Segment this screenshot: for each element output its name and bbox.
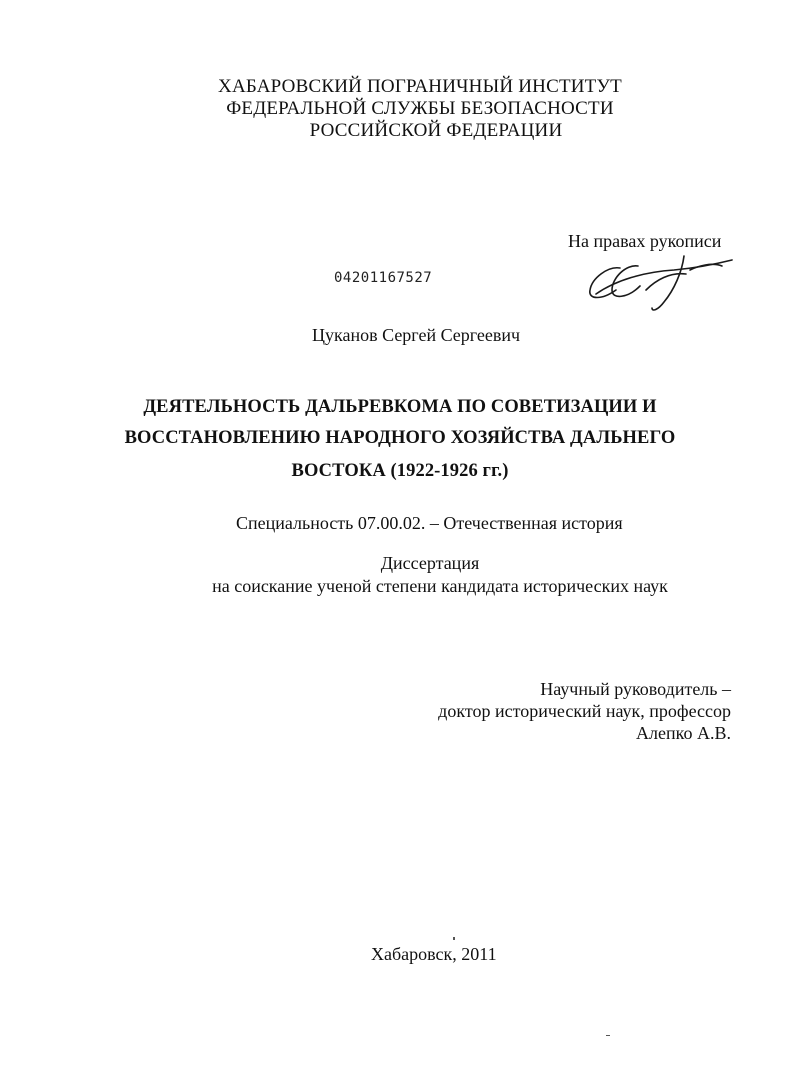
specialty-line: Специальность 07.00.02. – Отечественная история: [236, 513, 623, 533]
city-year: Хабаровск, 2011: [371, 944, 497, 964]
institution-line-2: ФЕДЕРАЛЬНОЙ СЛУЖБЫ БЕЗОПАСНОСТИ: [226, 98, 614, 119]
advisor-role: Научный руководитель –: [540, 679, 731, 699]
dissertation-title-line-1: ДЕЯТЕЛЬНОСТЬ ДАЛЬРЕВКОМА ПО СОВЕТИЗАЦИИ И: [143, 397, 657, 417]
dissertation-title-line-3: ВОСТОКА (1922-1926 гг.): [291, 461, 509, 481]
institution-line-1: ХАБАРОВСКИЙ ПОГРАНИЧНЫЙ ИНСТИТУТ: [218, 76, 622, 97]
author-name: Цуканов Сергей Сергеевич: [312, 325, 521, 345]
catalog-number: 04201167527: [334, 270, 433, 286]
dissertation-type: Диссертация: [380, 553, 480, 573]
advisor-name: Алепко А.В.: [636, 723, 731, 743]
advisor-degree: доктор исторический наук, профессор: [438, 701, 731, 721]
degree-sought: на соискание ученой степени кандидата исторических наук: [212, 576, 668, 596]
institution-line-3: РОССИЙСКОЙ ФЕДЕРАЦИИ: [309, 120, 563, 141]
scan-speck: [606, 1035, 610, 1036]
manuscript-rights-note: На правах рукописи: [568, 231, 722, 251]
scan-speck: [453, 937, 455, 940]
signature-image: [586, 250, 736, 314]
dissertation-title-line-2: ВОССТАНОВЛЕНИЮ НАРОДНОГО ХОЗЯЙСТВА ДАЛЬНЕГО: [124, 428, 676, 448]
